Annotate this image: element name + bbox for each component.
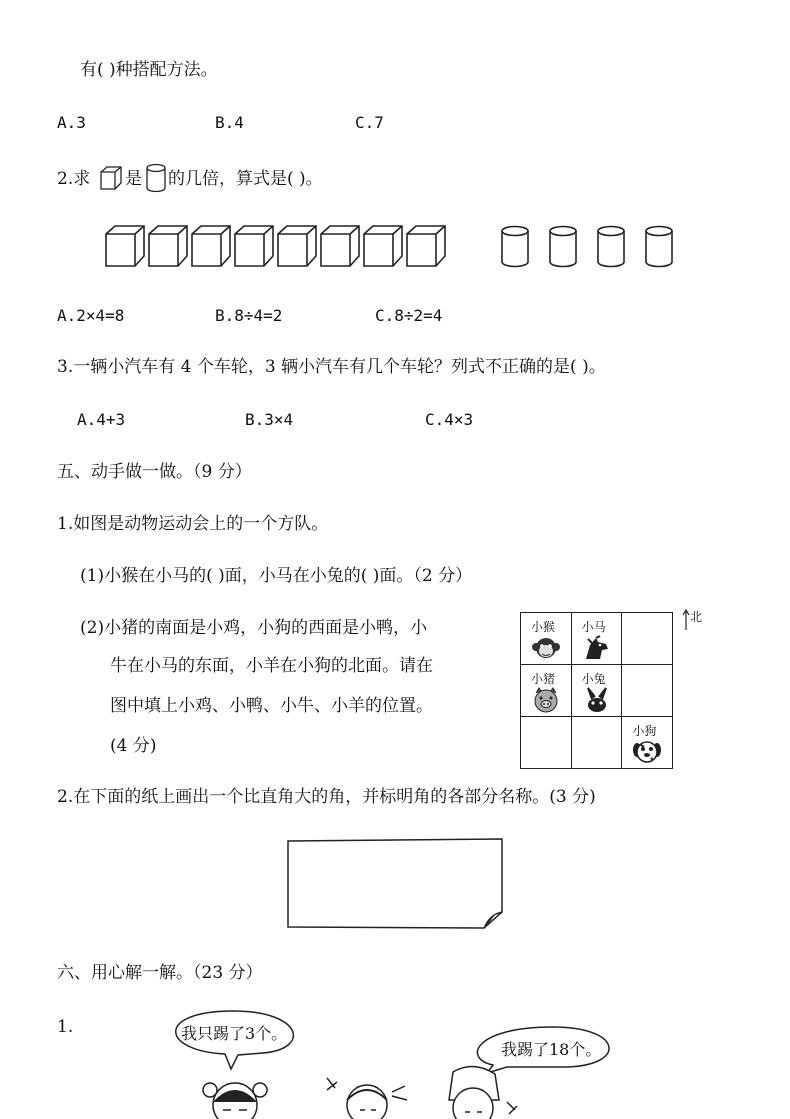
q2-mid: 是 [125, 169, 142, 189]
cell-label: 小狗 [632, 724, 657, 738]
grid-cell[interactable] [521, 717, 572, 769]
option-c[interactable]: C.7 [355, 113, 384, 132]
cylinder-figure [598, 227, 624, 267]
cell-label: 小猪 [531, 672, 556, 686]
grid-cell[interactable] [622, 613, 673, 665]
question-text: (1)小猴在小马的( )面，小马在小兔的( )面。（2 分） [80, 566, 473, 586]
figure-row [100, 222, 680, 272]
grid-cell[interactable] [571, 717, 622, 769]
cell-label: 小兔 [581, 672, 606, 686]
cube-figure [407, 226, 445, 266]
cube-figure [278, 226, 316, 266]
question-text: 牛在小马的东面，小羊在小狗的北面。请在 [110, 656, 433, 676]
cylinder-figure [502, 227, 528, 267]
cell-label: 小猴 [531, 620, 556, 634]
grid-cell[interactable] [521, 613, 572, 665]
children-illustration [195, 1060, 535, 1119]
option-c[interactable]: C.8÷2=4 [375, 306, 443, 325]
monkey-icon [531, 635, 561, 661]
cylinder-figure [550, 227, 576, 267]
cylinder-group [502, 227, 672, 267]
bubble-right-text: 我踢了18个。 [501, 1040, 602, 1059]
option-b[interactable]: B.8÷4=2 [215, 306, 283, 325]
north-arrow-icon [682, 609, 690, 631]
cube-group [106, 226, 445, 266]
dog-icon [632, 739, 662, 765]
question-text: (2)小猪的南面是小鸡，小狗的西面是小鸭，小 [80, 618, 428, 638]
question-text: 有( )种搭配方法。 [80, 60, 218, 80]
section-heading: 六、用心解一解。（23 分） [57, 963, 263, 983]
cylinder-icon [145, 163, 167, 193]
horse-icon [582, 635, 612, 661]
cube-icon [99, 165, 123, 191]
option-b[interactable]: B.4 [215, 113, 244, 132]
position-grid [520, 612, 673, 769]
cube-figure [321, 226, 359, 266]
drawing-paper[interactable] [286, 838, 506, 930]
option-b[interactable]: B.3×4 [245, 410, 294, 429]
grid-cell[interactable] [521, 665, 572, 717]
cube-figure [149, 226, 187, 266]
cube-figure [364, 226, 402, 266]
cell-label: 小马 [581, 620, 606, 634]
question-text: 2.在下面的纸上画出一个比直角大的角，并标明角的各部分名称。(3 分) [57, 787, 596, 807]
north-label: 北 [690, 610, 703, 624]
option-a[interactable]: A.3 [57, 113, 86, 132]
cylinder-figure [646, 227, 672, 267]
question-number: 1. [57, 1017, 74, 1037]
option-a[interactable]: A.4+3 [77, 410, 126, 429]
rabbit-icon [582, 687, 612, 713]
option-a[interactable]: A.2×4=8 [57, 306, 125, 325]
q2-suffix: 的几倍，算式是( )。 [168, 169, 323, 189]
grid-cell[interactable] [622, 665, 673, 717]
question-text: 图中填上小鸡、小鸭、小牛、小羊的位置。 [110, 696, 433, 716]
section-heading: 五、动手做一做。（9 分） [57, 462, 252, 482]
question-text: (4 分) [110, 736, 157, 756]
grid-cell[interactable] [571, 613, 622, 665]
question-text: 1.如图是动物运动会上的一个方队。 [57, 514, 329, 534]
bubble-left-text: 我只踢了3个。 [181, 1024, 288, 1043]
cube-figure [106, 226, 144, 266]
grid-cell[interactable] [571, 665, 622, 717]
question-text: 3.一辆小汽车有 4 个车轮，3 辆小汽车有几个车轮？列式不正确的是( )。 [57, 357, 606, 377]
option-c[interactable]: C.4×3 [425, 410, 474, 429]
cube-figure [192, 226, 230, 266]
q2-prefix: 2.求 [57, 169, 91, 189]
pig-icon [531, 687, 561, 713]
grid-cell[interactable] [622, 717, 673, 769]
cube-figure [235, 226, 273, 266]
